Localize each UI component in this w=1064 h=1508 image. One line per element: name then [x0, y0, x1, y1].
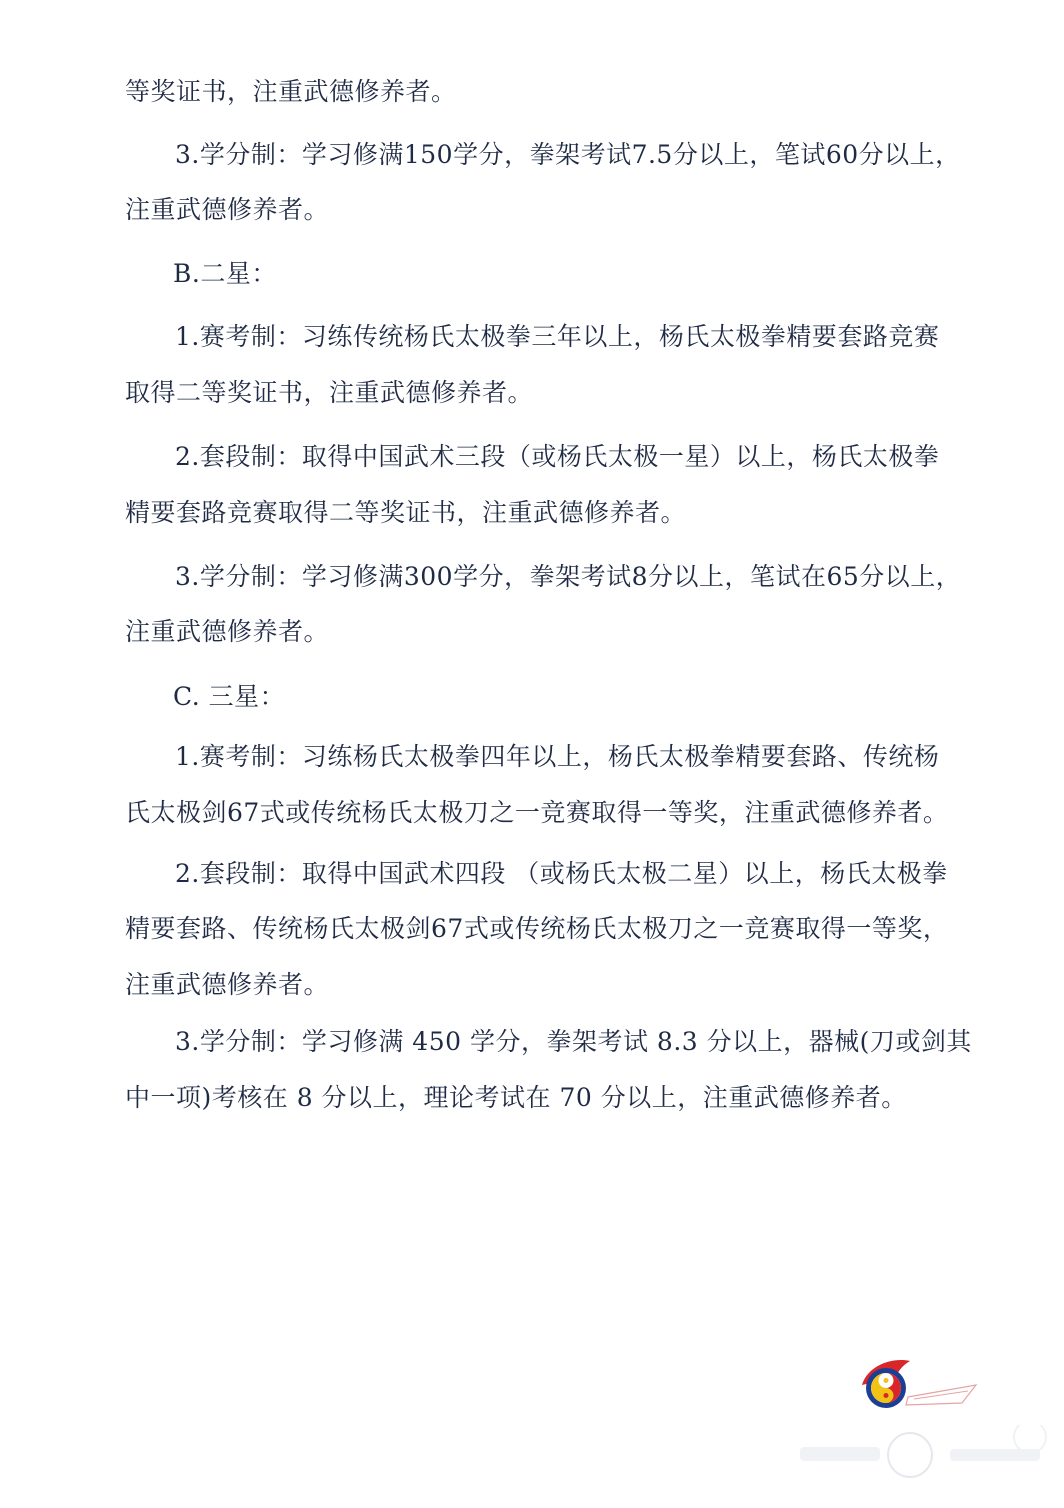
- text-line: 注重武德修养者。: [125, 970, 330, 999]
- text-line: 1.赛考制：习练传统杨氏太极拳三年以上，杨氏太极拳精要套路竞赛: [175, 322, 940, 351]
- text-line: 2.套段制：取得中国武术四段 （或杨氏太极二星）以上，杨氏太极拳: [175, 859, 948, 888]
- text-line: 3.学分制：学习修满150学分，拳架考试7.5分以上，笔试60分以上，: [175, 140, 961, 169]
- text-line: 注重武德修养者。: [125, 195, 330, 224]
- platform-watermark-icon: [790, 1425, 1050, 1495]
- text-line: 2.套段制：取得中国武术三段（或杨氏太极一星）以上，杨氏太极拳: [175, 442, 940, 471]
- text-line: 中一项)考核在 8 分以上，理论考试在 70 分以上，注重武德修养者。: [125, 1083, 907, 1112]
- text-line: 氏太极剑67式或传统杨氏太极刀之一竞赛取得一等奖，注重武德修养者。: [125, 798, 949, 827]
- text-line: 取得二等奖证书，注重武德修养者。: [125, 378, 534, 407]
- text-line: 精要套路竞赛取得二等奖证书，注重武德修养者。: [125, 498, 687, 527]
- section-heading: B.二星：: [173, 259, 277, 288]
- text-line: 1.赛考制：习练杨氏太极拳四年以上，杨氏太极拳精要套路、传统杨: [175, 742, 940, 771]
- yang-taiji-emblem-icon: [858, 1355, 983, 1415]
- text-line: 等奖证书，注重武德修养者。: [125, 77, 457, 106]
- section-heading: C. 三星：: [173, 682, 286, 711]
- text-line: 精要套路、传统杨氏太极剑67式或传统杨氏太极刀之一竞赛取得一等奖，: [125, 914, 949, 943]
- text-line: 3.学分制：学习修满 450 学分，拳架考试 8.3 分以上，器械(刀或剑其: [175, 1027, 972, 1056]
- text-line: 注重武德修养者。: [125, 617, 330, 646]
- text-line: 3.学分制：学习修满300学分，拳架考试8分以上，笔试在65分以上，: [175, 562, 962, 591]
